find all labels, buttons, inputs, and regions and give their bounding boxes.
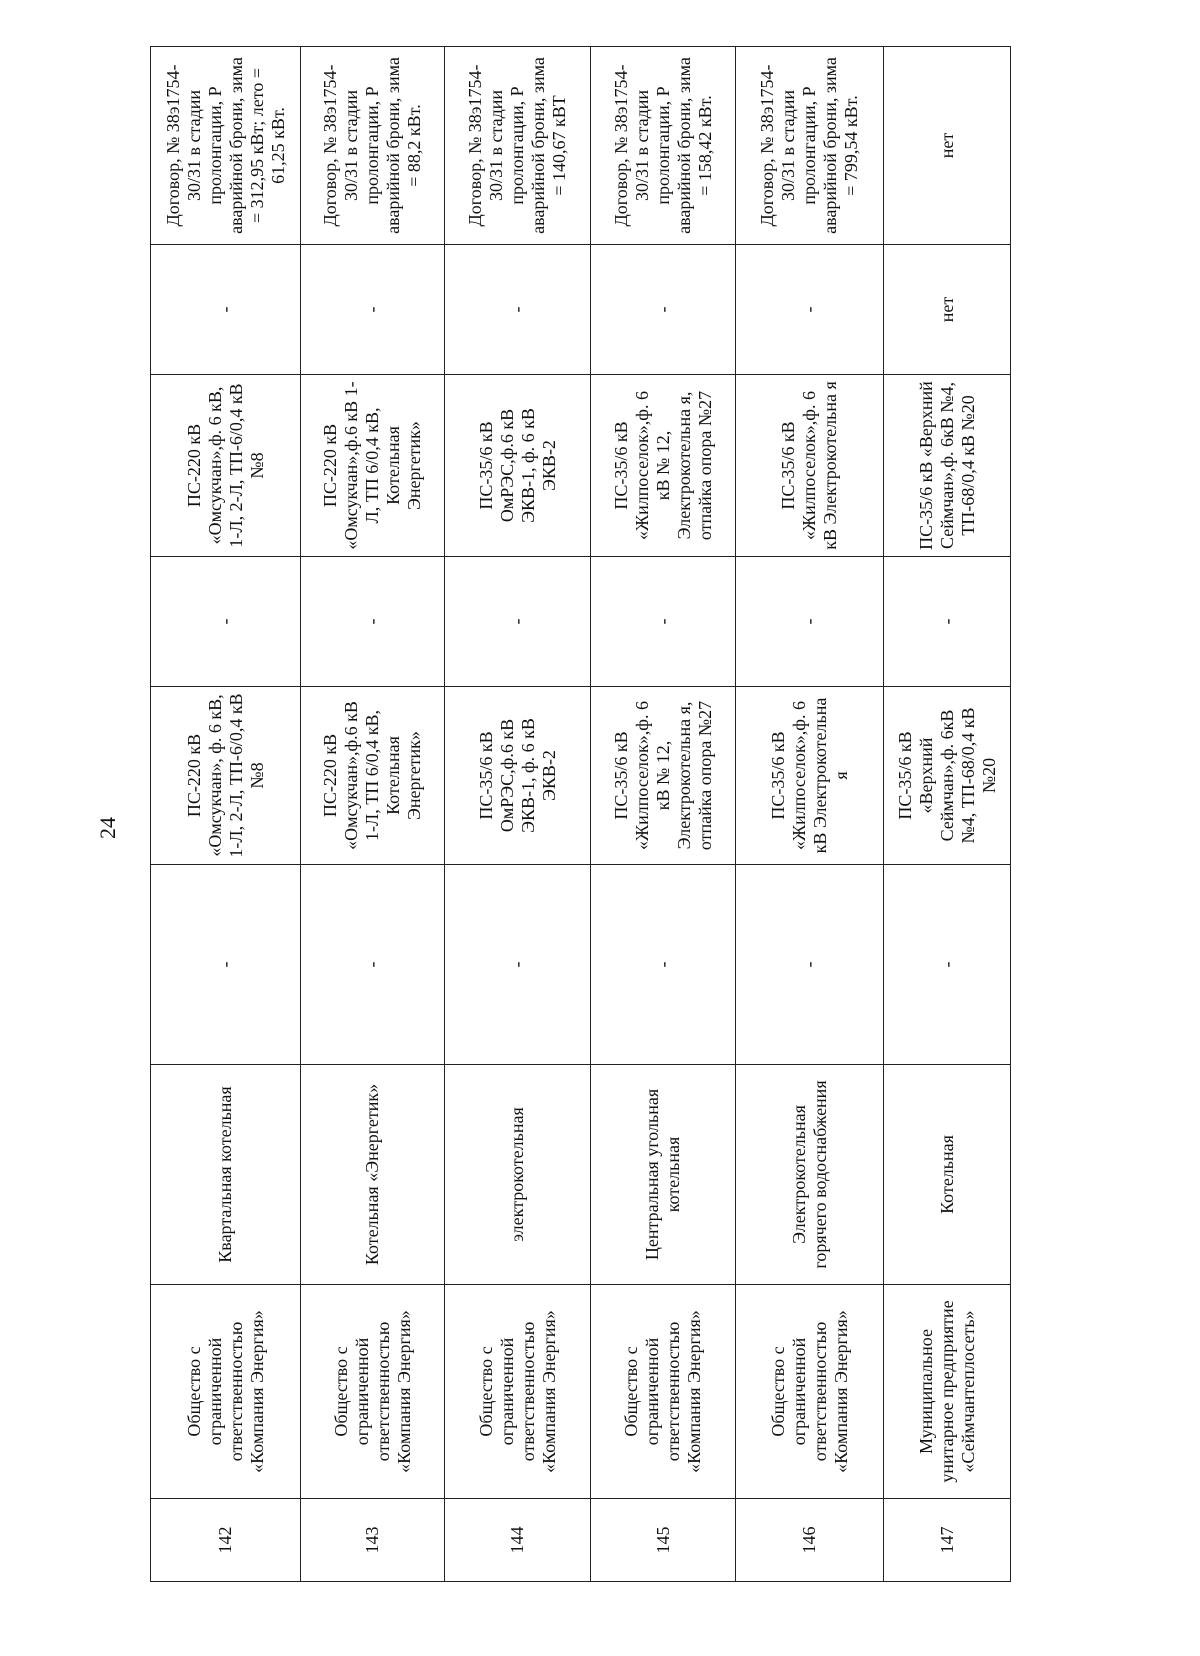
column-4-cell: - <box>445 865 591 1065</box>
column-6-cell: - <box>736 557 884 687</box>
column-8-cell: - <box>151 245 301 375</box>
power-source-cell-2: ПС-220 кВ «Омсукчан»,ф.6 кВ 1-Л, ТП 6/0,4 кВ, Котельная Энергетик» <box>301 375 445 557</box>
table-row <box>591 47 736 1582</box>
table-row <box>884 47 1011 1582</box>
column-6-cell: - <box>151 557 301 687</box>
object-cell: Котельная <box>884 1065 1011 1285</box>
power-source-cell-2: ПС-220 кВ «Омсукчан»,ф. 6 кВ, 1-Л, 2-Л, ТП-6/0,4 кВ №8 <box>151 375 301 557</box>
consumers-table <box>150 46 1011 1582</box>
power-source-cell: ПС-35/6 кВ «Верхний Сеймчан»,ф. 6кВ №4, ТП-68/0,4 кВ №20 <box>884 687 1011 865</box>
column-6-cell: - <box>445 557 591 687</box>
object-cell: электрокотельная <box>445 1065 591 1285</box>
table-container <box>150 47 999 1582</box>
column-4-cell: - <box>151 865 301 1065</box>
rotated-table-region <box>150 47 999 1582</box>
column-6-cell: - <box>884 557 1011 687</box>
column-4-cell: - <box>591 865 736 1065</box>
page-number: 24 <box>95 817 120 839</box>
table-row <box>151 47 301 1582</box>
power-source-cell-2: ПС-35/6 кВ «Жилпоселок»,ф. 6 кВ № 12, Электрокотельна я, отпайка опора №27 <box>591 375 736 557</box>
column-4-cell: - <box>301 865 445 1065</box>
row-number: 143 <box>301 1499 445 1582</box>
row-number: 144 <box>445 1499 591 1582</box>
object-cell: Центральная угольная котельная <box>591 1065 736 1285</box>
column-8-cell: - <box>591 245 736 375</box>
object-cell: Электрокотельная горячего водоснабжения <box>736 1065 884 1285</box>
column-4-cell: - <box>884 865 1011 1065</box>
contract-cell: Договор, № 38э1754-30/31 в стадии пролонгации, Р аварийной брони, зима = 312,95 кВт; лето = 61,25 кВт. <box>151 47 301 245</box>
column-8-cell: - <box>445 245 591 375</box>
organization-cell: Общество с ограниченной ответственностью «Компания Энергия» <box>591 1285 736 1499</box>
row-number: 147 <box>884 1499 1011 1582</box>
organization-cell: Общество с ограниченной ответственностью «Компания Энергия» <box>445 1285 591 1499</box>
row-number: 142 <box>151 1499 301 1582</box>
column-8-cell: - <box>736 245 884 375</box>
organization-cell: Общество с ограниченной ответственностью «Компания Энергия» <box>151 1285 301 1499</box>
power-source-cell: ПС-35/6 кВ «Жилпоселок»,ф. 6 кВ Электрокотельна я <box>736 687 884 865</box>
contract-cell: Договор, № 38э1754-30/31 в стадии пролонгации, Р аварийной брони, зима = 799,54 кВт. <box>736 47 884 245</box>
column-8-cell: нет <box>884 245 1011 375</box>
column-6-cell: - <box>301 557 445 687</box>
organization-cell: Общество с ограниченной ответственностью «Компания Энергия» <box>301 1285 445 1499</box>
object-cell: Котельная «Энергетик» <box>301 1065 445 1285</box>
row-number: 145 <box>591 1499 736 1582</box>
table-row <box>736 47 884 1582</box>
power-source-cell-2: ПС-35/6 кВ «Жилпоселок»,ф. 6 кВ Электрокотельна я <box>736 375 884 557</box>
column-4-cell: - <box>736 865 884 1065</box>
organization-cell: Муниципальное унитарное предприятие «Сеймчантеплосеть» <box>884 1285 1011 1499</box>
contract-cell: нет <box>884 47 1011 245</box>
column-6-cell: - <box>591 557 736 687</box>
table-row <box>445 47 591 1582</box>
power-source-cell-2: ПС-35/6 кВ ОмРЭС,ф.6 кВ ЭКВ-1, ф. 6 кВ ЭКВ-2 <box>445 375 591 557</box>
power-source-cell: ПС-220 кВ «Омсукчан», ф. 6 кВ, 1-Л, 2-Л, ТП-6/0,4 кВ №8 <box>151 687 301 865</box>
contract-cell: Договор, № 38э1754-30/31 в стадии пролонгации, Р аварийной брони, зима = 158,42 кВт. <box>591 47 736 245</box>
power-source-cell: ПС-35/6 кВ ОмРЭС,ф.6 кВ ЭКВ-1, ф. 6 кВ ЭКВ-2 <box>445 687 591 865</box>
contract-cell: Договор, № 38э1754-30/31 в стадии пролонгации, Р аварийной брони, зима = 88,2 кВт. <box>301 47 445 245</box>
power-source-cell: ПС-220 кВ «Омсукчан»,ф.6 кВ 1-Л, ТП 6/0,4 кВ, Котельная Энергетик» <box>301 687 445 865</box>
organization-cell: Общество с ограниченной ответственностью «Компания Энергия» <box>736 1285 884 1499</box>
power-source-cell: ПС-35/6 кВ «Жилпоселок»,ф. 6 кВ № 12, Электрокотельна я, отпайка опора №27 <box>591 687 736 865</box>
power-source-cell-2: ПС-35/6 кВ «Верхний Сеймчан»,ф. 6кВ №4, ТП-68/0,4 кВ №20 <box>884 375 1011 557</box>
table-row <box>301 47 445 1582</box>
contract-cell: Договор, № 38э1754-30/31 в стадии пролонгации, Р аварийной брони, зима = 140,67 кВТ <box>445 47 591 245</box>
row-number: 146 <box>736 1499 884 1582</box>
column-8-cell: - <box>301 245 445 375</box>
object-cell: Квартальная котельная <box>151 1065 301 1285</box>
